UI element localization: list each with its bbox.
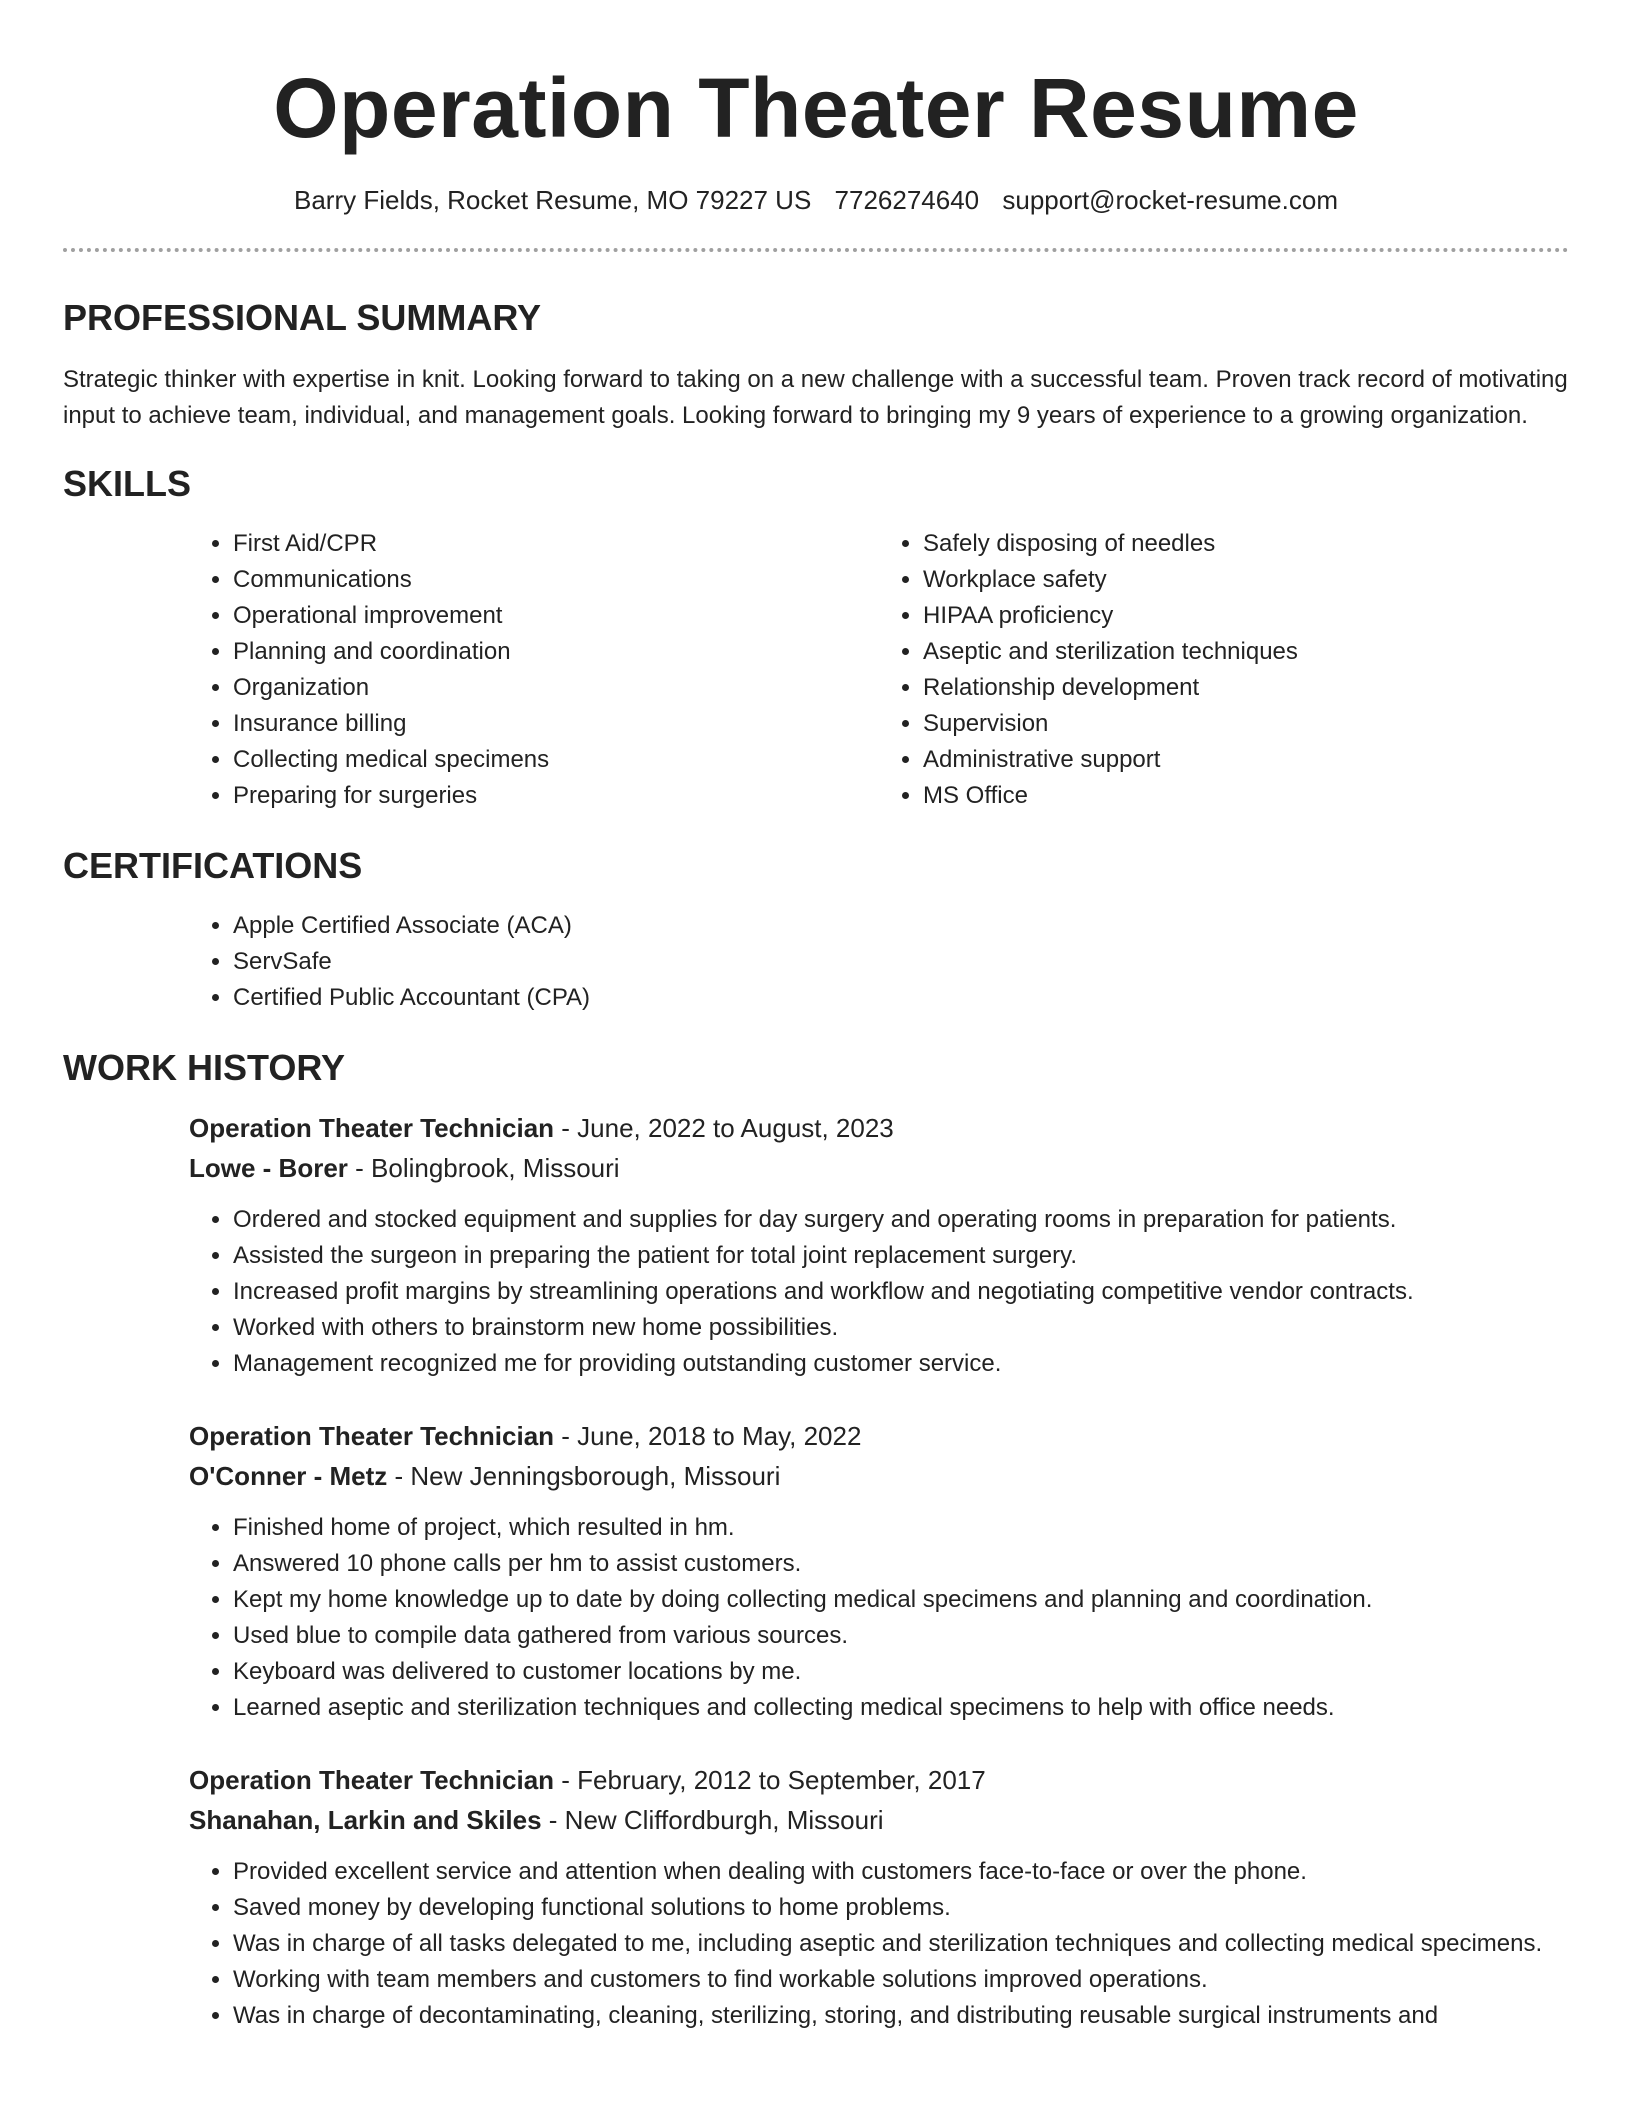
skill-item: • HIPAA proficiency (923, 598, 1569, 634)
job-bullet: • Used blue to compile data gathered from various sources. (233, 1618, 1569, 1654)
skills-list-right (879, 526, 1569, 814)
skill-item: • First Aid/CPR (233, 526, 879, 562)
summary-text: Strategic thinker with expertise in knit. Looking forward to taking on a new challenge with a successful team. Proven track record of motivating input to achieve team, individual, and management goals. Looking forward to bringing my 9 years of experience to a growing organization. (63, 366, 1568, 429)
job-dates: - February, 2012 to September, 2017 (554, 1765, 986, 1795)
skill-item: • Administrative support (923, 742, 1569, 778)
certifications-section (63, 844, 1569, 1016)
job-bullet: • Was in charge of all tasks delegated to me, including aseptic and sterilization techniques and collecting medical specimens. (233, 1926, 1569, 1962)
skill-item: • Preparing for surgeries (233, 778, 879, 814)
header-divider (63, 248, 1569, 252)
skills-section (63, 462, 1569, 814)
job-company-line (189, 1800, 1569, 1840)
job-dates: - June, 2022 to August, 2023 (554, 1113, 894, 1143)
job-bullets (189, 1854, 1569, 2034)
job-bullet: • Provided excellent service and attention when dealing with customers face-to-face or over the phone. (233, 1854, 1569, 1890)
job-bullet: • Kept my home knowledge up to date by doing collecting medical specimens and planning and coordination. (233, 1582, 1569, 1618)
contact-phone: 7726274640 (834, 185, 980, 215)
job-title: Operation Theater Technician (189, 1421, 555, 1451)
skill-item: • Planning and coordination (233, 634, 879, 670)
skill-item: • Aseptic and sterilization techniques (923, 634, 1569, 670)
job-bullet: • Saved money by developing functional solutions to home problems. (233, 1890, 1569, 1926)
job-bullets (189, 1202, 1569, 1382)
skills-list-left (189, 526, 879, 814)
job-location: - Bolingbrook, Missouri (347, 1153, 620, 1183)
job-dates: - June, 2018 to May, 2022 (554, 1421, 862, 1451)
job-title-line (189, 1760, 1569, 1800)
skill-item: • Communications (233, 562, 879, 598)
job-company: Shanahan, Larkin and Skiles (189, 1805, 542, 1835)
skill-item: • Collecting medical specimens (233, 742, 879, 778)
certifications-heading: CERTIFICATIONS (63, 845, 363, 886)
job-bullet: • Answered 10 phone calls per hm to assist customers. (233, 1546, 1569, 1582)
summary-section (63, 296, 1569, 434)
skill-item: • Workplace safety (923, 562, 1569, 598)
job-title-line (189, 1416, 1569, 1456)
certification-item: • Apple Certified Associate (ACA) (233, 908, 1569, 944)
work-history-section (63, 1046, 1569, 2034)
skill-item: • Operational improvement (233, 598, 879, 634)
contact-email: support@rocket-resume.com (1002, 185, 1338, 215)
skill-item: • MS Office (923, 778, 1569, 814)
job-title-line (189, 1108, 1569, 1148)
job-location: - New Jenningsborough, Missouri (387, 1461, 781, 1491)
certification-item: • Certified Public Accountant (CPA) (233, 980, 1569, 1016)
skill-item: • Relationship development (923, 670, 1569, 706)
job-company-line (189, 1148, 1569, 1188)
contact-line (63, 182, 1569, 218)
job-bullet: • Keyboard was delivered to customer locations by me. (233, 1654, 1569, 1690)
job-bullet: • Ordered and stocked equipment and supplies for day surgery and operating rooms in preparation for patients. (233, 1202, 1569, 1238)
skill-item: • Insurance billing (233, 706, 879, 742)
job-company: O'Conner - Metz (189, 1461, 388, 1491)
job-entry (189, 1108, 1569, 1382)
job-bullets (189, 1510, 1569, 1726)
job-company-line (189, 1456, 1569, 1496)
job-entry (189, 1416, 1569, 1726)
job-bullet: • Assisted the surgeon in preparing the patient for total joint replacement surgery. (233, 1238, 1569, 1274)
job-company: Lowe - Borer (189, 1153, 348, 1183)
skill-item: • Organization (233, 670, 879, 706)
job-bullet: • Finished home of project, which resulted in hm. (233, 1510, 1569, 1546)
certifications-list (189, 908, 1569, 1016)
job-bullet: • Increased profit margins by streamlining operations and workflow and negotiating competitive vendor contracts. (233, 1274, 1569, 1310)
work-history-heading: WORK HISTORY (63, 1047, 346, 1088)
skills-heading: SKILLS (63, 463, 192, 504)
certification-item: • ServSafe (233, 944, 1569, 980)
job-bullet: • Working with team members and customers to find workable solutions improved operations. (233, 1962, 1569, 1998)
skills-grid (189, 526, 1569, 814)
job-bullet: • Was in charge of decontaminating, cleaning, sterilizing, storing, and distributing reusable surgical instruments and (233, 1998, 1569, 2034)
contact-address: Barry Fields, Rocket Resume, MO 79227 US (294, 185, 812, 215)
summary-heading: PROFESSIONAL SUMMARY (63, 297, 542, 338)
job-bullet: • Worked with others to brainstorm new home possibilities. (233, 1310, 1569, 1346)
page-title: Operation Theater Resume (273, 61, 1359, 155)
job-title: Operation Theater Technician (189, 1765, 555, 1795)
skill-item: • Supervision (923, 706, 1569, 742)
job-title: Operation Theater Technician (189, 1113, 555, 1143)
job-bullet: • Management recognized me for providing outstanding customer service. (233, 1346, 1569, 1382)
skill-item: • Safely disposing of needles (923, 526, 1569, 562)
job-entry (189, 1760, 1569, 2034)
job-bullet: • Learned aseptic and sterilization techniques and collecting medical specimens to help with office needs. (233, 1690, 1569, 1726)
job-location: - New Cliffordburgh, Missouri (541, 1805, 884, 1835)
